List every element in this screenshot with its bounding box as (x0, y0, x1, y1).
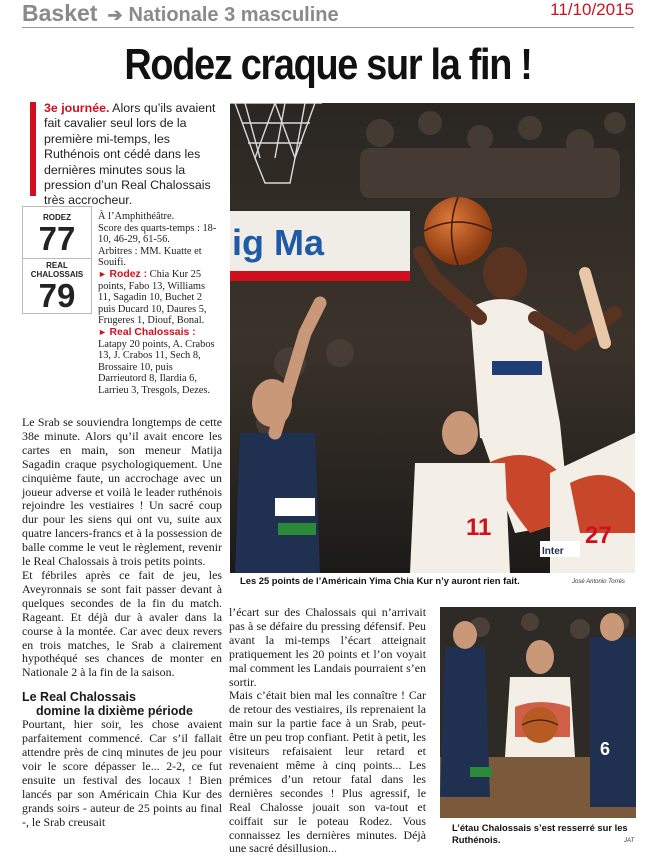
intertitle-line-2: domine la dixième période (36, 704, 193, 719)
lead-accent-bar (30, 102, 36, 196)
home-lineup (98, 269, 220, 327)
match-details (98, 211, 220, 397)
secondary-photo-credit: JAT (624, 838, 635, 844)
small-jersey-number: 6 (600, 739, 611, 759)
quarter-scores: Score des quarts-temps : 18-10, 46-29, 61-56. (98, 222, 217, 246)
intertitle-line-1: Le Real Chalossais (22, 690, 136, 705)
triangle-bullet-icon: ► (98, 326, 107, 337)
venue: À l’Amphithéâtre. (98, 211, 175, 222)
secondary-photo (440, 607, 636, 818)
home-lineup-text: Chia Kur 25 points, Fabo 13, Williams 11, Sagadin 10, Buchet 2 puis Ducard 10, Daures 5, Frugeres 1, Diouf, Bonal. (98, 268, 207, 327)
home-score: 77 (38, 220, 76, 257)
away-lineup (98, 327, 220, 397)
paragraph-3: Pourtant, hier soir, les chose avaient parfaitement commencé. Car s’il fallait attendre près de cinq minutes de jeu pour voir le score dépasser le... 2-2, ce fut ensuite un festival des locaux ! Bien lancés par son Américain Chia Kur des grands soirs - auteur de 25 points au final -, le Srab creusait (22, 717, 222, 829)
arrow-icon: ➔ (107, 5, 123, 25)
secondary-photo-caption: L’étau Chalossais s’est resserré sur les Ruthénois. (452, 822, 628, 845)
paragraph-gap (22, 680, 222, 690)
main-photo-credit: José Antonio Torrès (572, 579, 625, 585)
paragraph-5: Mais c’était bien mal les connaître ! Car de retour des vestiaires, ils reprenaient la main sur la partie face à un Srab, peut-être un peu trop confiant. Petit à petit, les visiteurs refaisaient leur retard et revenaient même à cinq points... Les prémices d’un retour fatal dans les dernières secondes ! Plus agressif, le Real Chalosse jouait son va-tout et coiffait sur le poteau Rodez. Vous connaissez les dernières minutes. Déjà une sacré désillusion... (229, 688, 426, 856)
headline: Rodez craque sur la fin ! (124, 40, 532, 89)
away-score: 79 (38, 277, 76, 314)
home-team-name: RODEZ (43, 213, 71, 222)
referees: Arbitres : MM. Kuatte et Souifi. (98, 245, 202, 269)
triangle-bullet-icon: ► (98, 268, 107, 279)
home-lineup-label: Rodez : (109, 268, 148, 280)
paragraph-2: Et fébriles après ce fait de jeu, les Aveyronnais se sont fait passer devant à quelques secondes de la fin du match. Rageant. Et déjà dur à avaler dans la course à la montée. Car avec deux revers en trois matches, le Srab a clairement hypothéqué ses chances de monter en Nationale 2 à la fin de la saison. (22, 567, 222, 680)
lead-paragraph (44, 101, 224, 209)
publication-date: 11/10/2015 (550, 0, 634, 19)
jersey-sponsor: Inter (542, 546, 564, 557)
lead-text: Alors qu’ils avaient fait cavalier seul lors de la première mi-temps, les Ruthénois ont cédé dans les dernières minutes sous la pression d’un Real Chalossais très accrocheur. (44, 101, 216, 208)
main-photo-caption: Les 25 points de l’Américain Yima Chia Kur n’y auront rien fait. (240, 575, 520, 586)
away-team-name: REAL CHALOSSAIS (30, 261, 84, 279)
section-kicker (22, 0, 339, 30)
score-divider (23, 258, 91, 259)
article-column-2 (229, 606, 426, 856)
section-label: Basket (22, 0, 98, 26)
away-lineup-label: Real Chalossais : (109, 326, 196, 338)
round-tag: 3e journée. (44, 101, 110, 115)
banner-text: ig Ma (232, 222, 325, 263)
away-lineup-text: Latapy 20 points, A. Crabos 13, J. Crabos 11, Sech 8, Brossaire 10, puis Darrieutord 8, Ilardia 6, Larrieu 3, Tresgols, Dezes. (98, 338, 215, 396)
subsection-label: Nationale 3 masculine (128, 4, 339, 26)
header-rule (22, 27, 634, 28)
paragraph-4: l’écart sur des Chalossais qui n’arrivait pas à se défaire du pressing défensif. Peu avant la mi-temps l’écart atteignait pratiquement les 20 points et l’on voyait mal comment les Landais pourraient s’en sortir. (229, 605, 426, 689)
main-photo-illustration (230, 103, 635, 573)
article-column-1 (22, 416, 222, 829)
main-photo (230, 103, 635, 573)
jersey-number-right: 27 (585, 522, 612, 549)
jersey-number-left: 11 (466, 514, 492, 541)
scoreboard (22, 206, 92, 314)
secondary-photo-illustration (440, 607, 636, 818)
paragraph-1: Le Srab se souviendra longtemps de cette 38e minute. Alors qu’il avait encore les cartes en main, son meneur Matija Sagadin craque psychologiquement. Une cinquième faute, un accrochage avec un joueur adverse et voilà le leader ruthénois rejoindre les vestiaires ! Un sacré coup dur pour les siens qui ont vu, suite aux quatre lancers-francs et à la possession de balle comme le veut le règlement, revenir le Real Chalossais à trois petits points. (22, 415, 222, 569)
